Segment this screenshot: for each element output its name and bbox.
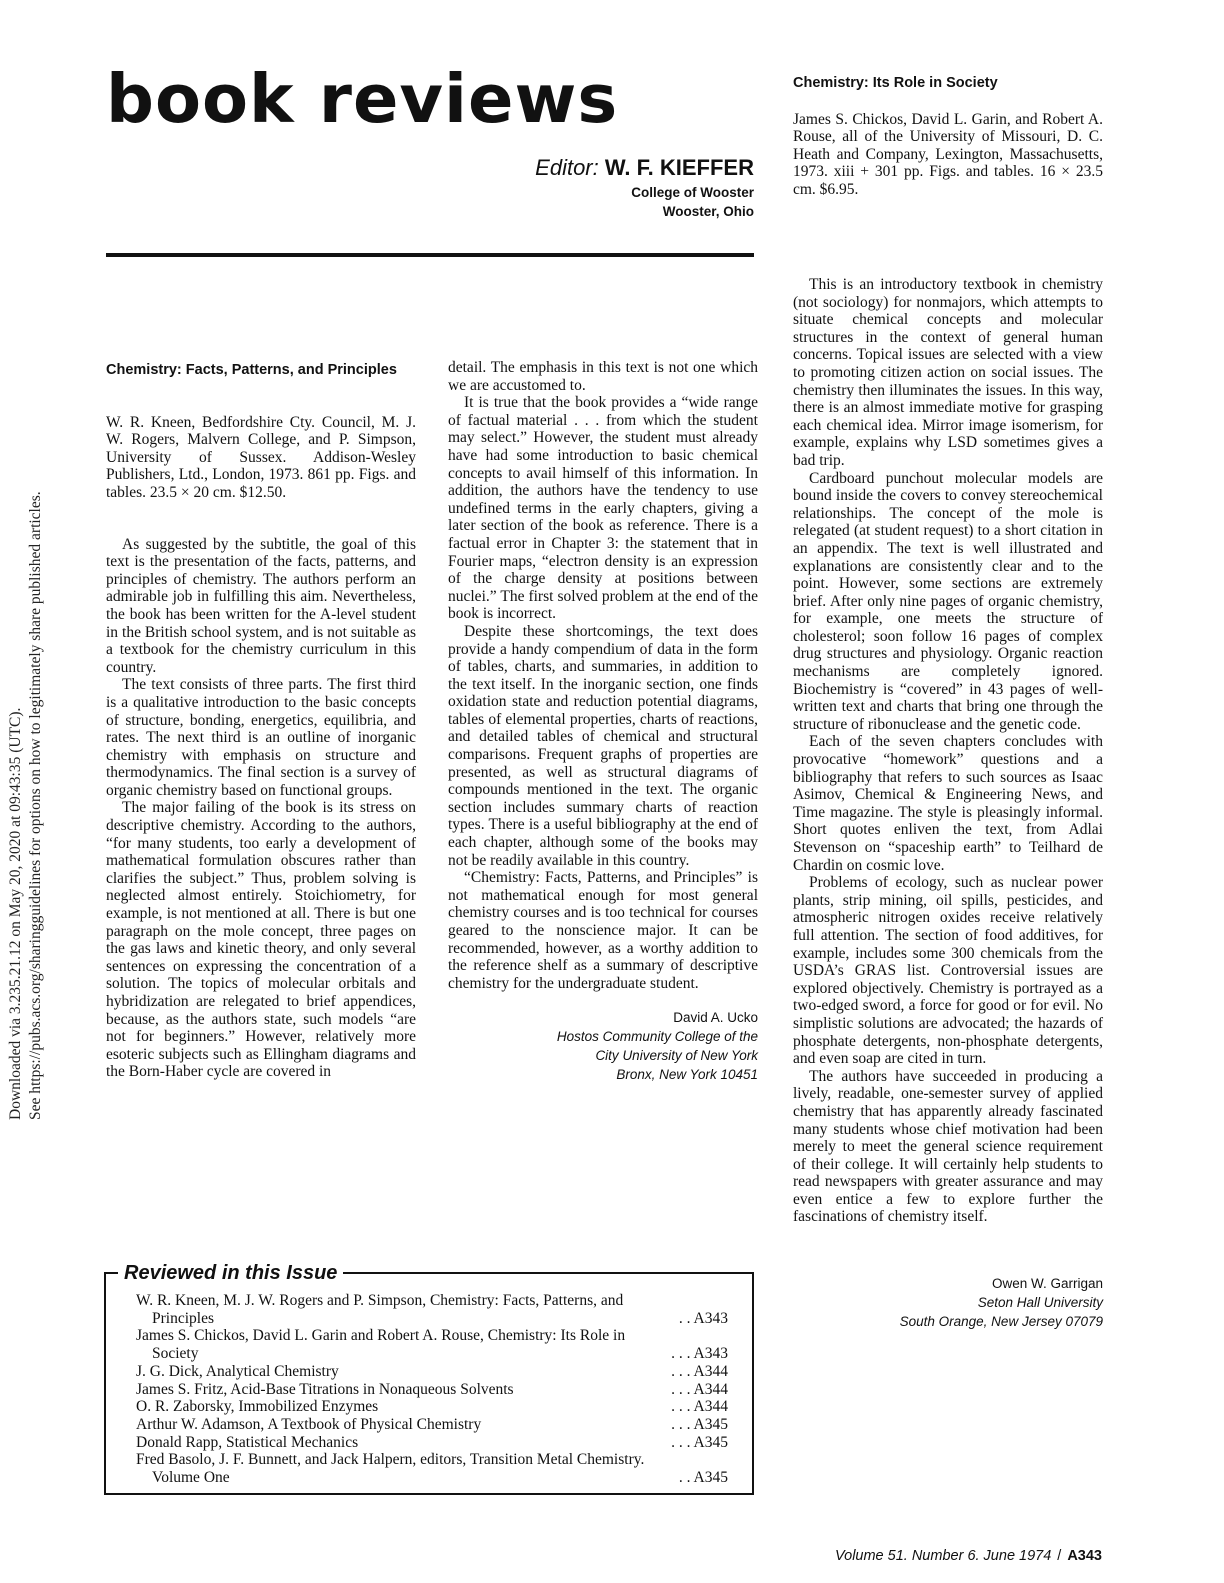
reviewed-item-text: James S. Fritz, Acid-Base Titrations in Nonaqueous Solvents (136, 1380, 514, 1398)
review-1-reviewer-affiliation: Hostos Community College of the (556, 1029, 758, 1045)
reviewed-item-text: O. R. Zaborsky, Immobilized Enzymes (136, 1398, 379, 1416)
review-1-paragraph: The major failing of the book is its stress on descriptive chemistry. According to the authors, “for many students, too early a development of mathematical formulation obscures rather than clarifies the subject.” Thus, problem solving is neglected almost entirely. Stoichiometry, for example, is not mentioned at all. There is but one paragraph on the mole concept, three pages on the gas laws and kinetic theory, and only several sentences on expressing the concentration of a solution. The topics of molecular orbitals and hybridization are relegated to brief appendices, because, as the authors state, such models “are not for beginners.” However, relatively more esoteric subjects such as Ellingham diagrams and the Born-Haber cycle are covered in (106, 799, 416, 1081)
review-2-column (793, 276, 1103, 1331)
reviewed-item-page: . . . A345 (671, 1415, 728, 1433)
review-1-reviewer-affiliation: City University of New York (595, 1048, 758, 1064)
review-1-column-2 (448, 359, 758, 1084)
reviewed-list-item (136, 1434, 728, 1452)
review-2-reviewer: Owen W. Garrigan (991, 1276, 1103, 1292)
download-notice-line-1: Downloaded via 3.235.21.12 on May 20, 2020 at 09:43:35 (UTC). (7, 707, 24, 1120)
review-2-bibliography: James S. Chickos, David L. Garin, and Robert A. Rouse, all of the University of Missouri, D. C. Heath and Company, Lexington, Massachusetts, 1973. xiii + 301 pp. Figs. and tables. 16 × 23.5 cm. $6.95. (793, 110, 1103, 198)
footer-volume: Volume 51. Number 6. June 1974 (835, 1548, 1052, 1564)
review-1-paragraph: “Chemistry: Facts, Patterns, and Principles” is not mathematical enough for most general chemistry courses and is too technical for courses geared to the nonscience major. It can be recommended, however, as a worthy addition to the reference shelf as a summary of descriptive chemistry for the undergraduate student. (448, 869, 758, 992)
review-1-paragraph: detail. The emphasis in this text is not one which we are accustomed to. (448, 359, 758, 394)
reviewed-item-text: Arthur W. Adamson, A Textbook of Physical Chemistry (136, 1415, 482, 1433)
editor-name: W. F. KIEFFER (604, 155, 754, 180)
reviewed-list-item (136, 1327, 728, 1362)
review-1-paragraph: The text consists of three parts. The first third is a qualitative introduction to the basic concepts of structure, bonding, energetics, equilibria, and rates. The next third is an outline of inorganic chemistry with emphasis on structure and thermodynamics. The final section is a survey of organic chemistry based on functional groups. (106, 676, 416, 799)
reviewed-item-text: James S. Chickos, David L. Garin and Robert A. Rouse, Chemistry: Its Role in Society (136, 1327, 626, 1363)
review-2-reviewer-affiliation: Seton Hall University (977, 1295, 1103, 1311)
review-2-paragraph: The authors have succeeded in producing a lively, readable, one-semester survey of applied chemistry that has apparently already fascinated many students whose chief motivation had been merely to meet the general science requirement of their college. It will certainly help students to read newspapers with greater assurance and may even entice a few to explore further the fascinations of chemistry itself. (793, 1067, 1103, 1226)
reviewed-in-this-issue-box (104, 1262, 754, 1495)
review-1-paragraph: As suggested by the subtitle, the goal of this text is the presentation of the facts, patterns, and principles of chemistry. The authors perform an admirable job in fulfilling this aim. Nevertheless, the book has been written for the A-level student in the British school system, and is not suitable as a textbook for the chemistry curriculum in this country. (106, 535, 416, 676)
editor-label: Editor: (535, 155, 599, 180)
review-2-signature (793, 1274, 1103, 1331)
reviewed-item-page: . . . A344 (671, 1362, 728, 1380)
review-1-reviewer: David A. Ucko (673, 1010, 758, 1026)
reviewed-item-text: J. G. Dick, Analytical Chemistry (136, 1362, 339, 1380)
reviewed-item-page: . . . A345 (671, 1433, 728, 1451)
masthead: book reviews (106, 60, 619, 138)
reviewed-item-page: . . A343 (678, 1309, 728, 1327)
header-rule (106, 253, 754, 257)
editor-location: Wooster, Ohio (662, 204, 754, 219)
download-notice (6, 120, 46, 1120)
review-2-reviewer-address: South Orange, New Jersey 07079 (899, 1314, 1103, 1330)
footer-separator: / (1057, 1548, 1062, 1564)
reviewed-list-item (136, 1292, 728, 1327)
reviewed-list-item (136, 1416, 728, 1434)
reviewed-box-title: Reviewed in this Issue (118, 1262, 343, 1284)
reviewed-list-item (136, 1363, 728, 1381)
editor-block (535, 155, 754, 219)
page-footer (835, 1548, 1102, 1564)
review-1-title: Chemistry: Facts, Patterns, and Principles (106, 362, 397, 378)
reviewed-list (136, 1292, 728, 1487)
footer-page-number: A343 (1067, 1548, 1102, 1564)
reviewed-list-item (136, 1451, 728, 1486)
reviewed-item-text: Donald Rapp, Statistical Mechanics (136, 1433, 359, 1451)
review-1-column-1 (106, 362, 416, 1081)
reviewed-item-text: Fred Basolo, J. F. Bunnett, and Jack Halpern, editors, Transition Metal Chemistry. Volume One (136, 1451, 645, 1487)
review-2-title: Chemistry: Its Role in Society (793, 75, 998, 91)
review-1-bibliography: W. R. Kneen, Bedfordshire Cty. Council, M. J. W. Rogers, Malvern College, and P. Simpson, University of Sussex. Addison-Wesley Publishers, Ltd., London, 1973. 861 pp. Figs. and tables. 23.5 × 20 cm. $12.50. (106, 413, 416, 501)
review-2-paragraph: Cardboard punchout molecular models are bound inside the covers to convey stereochemical relationships. The concept of the mole is relegated (at student request) to a short citation in an appendix. The text is well illustrated and explanations are consistently clear and to the point. However, some sections are extremely brief. After only nine pages of organic chemistry, for example, one meets the structure of cholesterol; soon follow 16 pages of complex drug structures and physiology. Organic reaction mechanisms are completely ignored. Biochemistry is “covered” in 43 pages of well-written text and charts that bring one through the structure of ribonuclease and the genetic code. (793, 469, 1103, 733)
reviewed-item-page: . . . A343 (671, 1345, 728, 1363)
review-1-signature (448, 1008, 758, 1084)
review-1-reviewer-address: Bronx, New York 10451 (616, 1067, 758, 1083)
reviewed-item-page: . . . A344 (671, 1380, 728, 1398)
reviewed-item-text: W. R. Kneen, M. J. W. Rogers and P. Simpson, Chemistry: Facts, Patterns, and Principles (136, 1292, 624, 1327)
download-notice-line-2: See https://pubs.acs.org/sharingguidelines for options on how to legitimately share published articles. (27, 491, 44, 1120)
review-2-paragraph: This is an introductory textbook in chemistry (not sociology) for nonmajors, which attempts to situate chemical concepts and molecular structures in the context of general human concerns. Topical issues are selected with a view to promoting citizen action on social issues. The chemistry then illuminates the issues. In this way, there is an almost immediate motive for grasping each chemical idea. Mirror image isomerism, for example, explains why LSD sometimes gives a bad trip. (793, 276, 1103, 469)
editor-affiliation: College of Wooster (631, 185, 754, 200)
review-2-header (793, 75, 1103, 199)
reviewed-list-item (136, 1398, 728, 1416)
reviewed-item-page: . . . A344 (671, 1398, 728, 1416)
review-1-paragraph: It is true that the book provides a “wide range of factual material . . . from which the student may select.” However, the student must already have had some introduction to basic chemical concepts to avail himself of this information. In addition, the authors have the tendency to use undefined terms in the early chapters, giving a later section of the book as reference. There is a factual error in Chapter 3: the statement that in Fourier maps, “electron density is an expression of the charge density at positions between nuclei.” The first solved problem at the end of the book is incorrect. (448, 394, 758, 623)
review-2-paragraph: Each of the seven chapters concludes with provocative “homework” questions and a bibliography that refers to such sources as Isaac Asimov, Chemical & Engineering News, and Time magazine. The style is pleasingly informal. Short quotes enliven the text, from Adlai Stevenson on “spaceship earth” to Teilhard de Chardin on cosmic love. (793, 733, 1103, 874)
reviewed-list-item (136, 1381, 728, 1399)
review-2-paragraph: Problems of ecology, such as nuclear power plants, strip mining, oil spills, pesticides, and atmospheric nitrogen oxides receive relatively full attention. The section of food additives, for example, includes some 300 chemicals from the USDA’s GRAS list. Controversial issues are explored objectively. Chemistry is portrayed as a two-edged sword, a force for good or for evil. No simplistic solutions are advocated; the hazards of phosphate detergents, non-phosphate detergents, and even soap are cited in turn. (793, 874, 1103, 1068)
reviewed-item-page: . . A345 (678, 1469, 728, 1487)
review-1-paragraph: Despite these shortcomings, the text does provide a handy compendium of data in the form of tables, charts, and summaries, in addition to the text itself. In the inorganic section, one finds oxidation state and reduction potential diagrams, tables of elemental properties, charts of reactions, and detailed tables of chemical and structural comparisons. Frequent graphs of properties are presented, as well as structural diagrams of compounds mentioned in the text. The organic section includes summary charts of reaction types. There is a useful bibliography at the end of each chapter, although some of the books may not be readily available in this country. (448, 622, 758, 869)
